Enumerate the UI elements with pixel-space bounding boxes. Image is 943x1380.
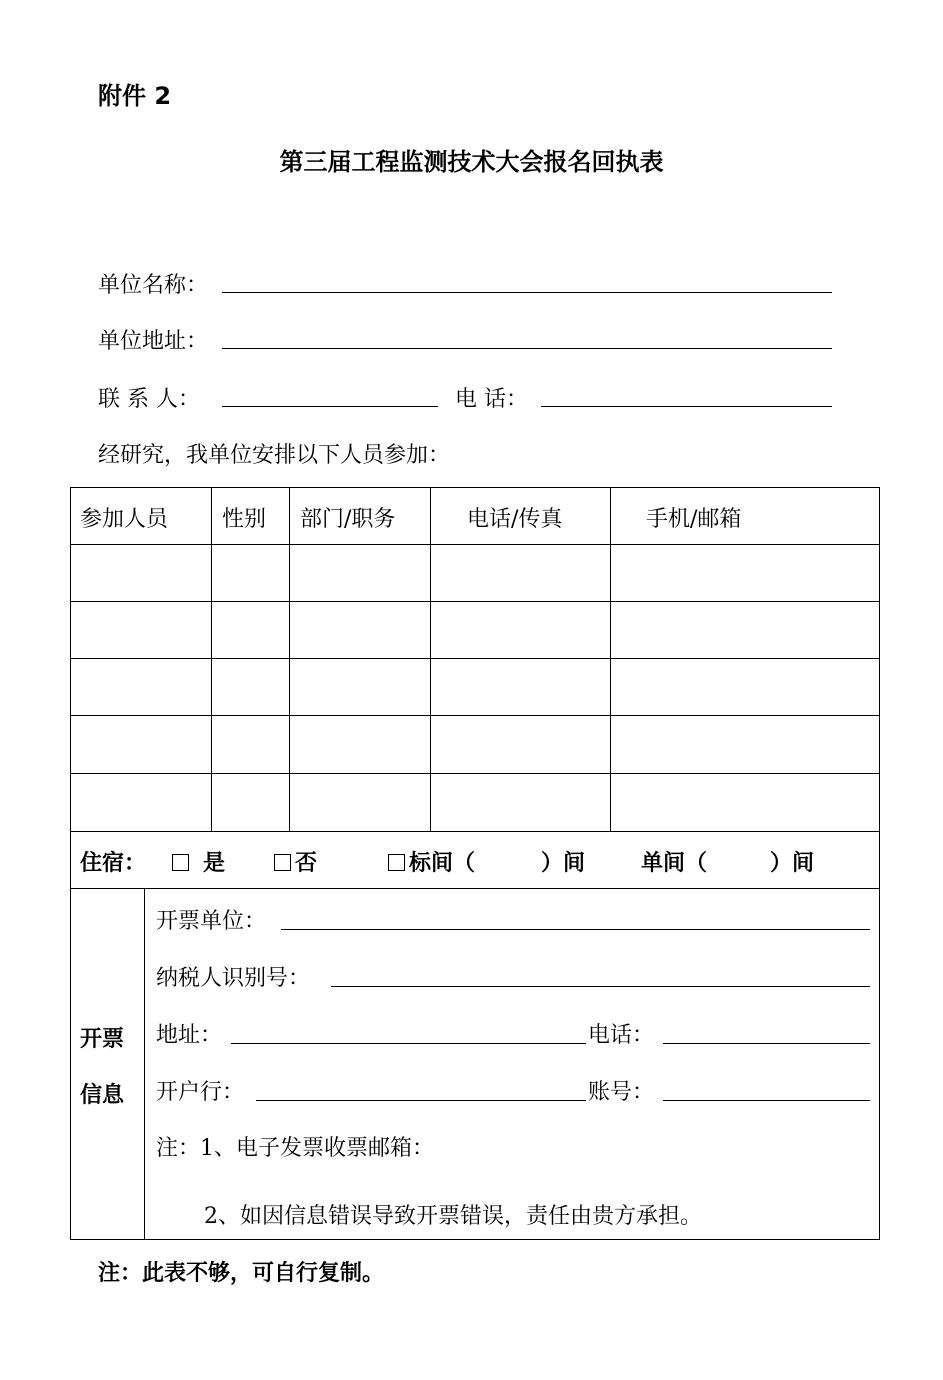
lodging-standard-unit: ）间 bbox=[541, 851, 586, 876]
invoice-address-label: 地址： bbox=[156, 1023, 223, 1048]
account-line[interactable] bbox=[663, 1100, 870, 1101]
invoice-unit-label: 开票单位： bbox=[156, 909, 267, 934]
lodging-yes-option[interactable] bbox=[172, 846, 225, 877]
table-row[interactable] bbox=[72, 603, 878, 657]
table-border-top bbox=[70, 487, 880, 488]
phone-label: 电 话： bbox=[455, 387, 528, 412]
invoice-note-1: 注：1、电子发票收票邮箱： bbox=[156, 1136, 434, 1161]
bank-line[interactable] bbox=[256, 1100, 586, 1101]
unit-name-label: 单位名称： bbox=[98, 273, 209, 298]
invoice-side-label: 开票 bbox=[80, 1027, 125, 1052]
table-row[interactable] bbox=[72, 775, 878, 830]
lodging-yes-label: 是 bbox=[203, 851, 226, 876]
row-divider bbox=[70, 773, 880, 774]
invoice-phone-line[interactable] bbox=[663, 1043, 870, 1044]
table-border-right bbox=[879, 487, 880, 1239]
invoice-phone-label: 电话： bbox=[588, 1023, 655, 1048]
unit-address-label: 单位地址： bbox=[98, 329, 209, 354]
contact-label: 联 系 人： bbox=[98, 387, 200, 412]
header-department: 部门/职务 bbox=[300, 507, 396, 532]
header-phone-fax: 电话/传真 bbox=[467, 507, 563, 532]
unit-address-line[interactable] bbox=[222, 348, 832, 349]
invoice-col-divider bbox=[144, 888, 145, 1239]
lodging-no-option[interactable] bbox=[274, 846, 317, 877]
invoice-note-2: 2、如因信息错误导致开票错误，责任由贵方承担。 bbox=[204, 1204, 702, 1229]
form-title: 第三届工程监测技术大会报名回执表 bbox=[279, 148, 664, 176]
footer-note: 注：此表不够，可自行复制。 bbox=[98, 1261, 385, 1286]
checkbox-icon[interactable] bbox=[274, 854, 291, 871]
lodging-standard-label: 标间（ bbox=[409, 851, 476, 876]
unit-name-line[interactable] bbox=[222, 292, 832, 293]
row-divider bbox=[70, 544, 880, 545]
lodging-single-unit: ）间 bbox=[770, 851, 815, 876]
table-border-left bbox=[70, 487, 71, 1239]
row-divider bbox=[70, 888, 880, 889]
header-mobile-email: 手机/邮箱 bbox=[646, 507, 742, 532]
row-divider bbox=[70, 658, 880, 659]
phone-line[interactable] bbox=[541, 406, 832, 407]
intro-text: 经研究，我单位安排以下人员参加： bbox=[98, 443, 451, 468]
checkbox-icon[interactable] bbox=[172, 854, 189, 871]
table-border-bottom bbox=[70, 1239, 880, 1240]
checkbox-icon[interactable] bbox=[388, 854, 405, 871]
table-row[interactable] bbox=[72, 717, 878, 772]
table-row[interactable] bbox=[72, 546, 878, 600]
invoice-address-line[interactable] bbox=[231, 1043, 586, 1044]
lodging-single-label: 单间（ bbox=[641, 851, 708, 876]
invoice-side-label: 信息 bbox=[80, 1083, 125, 1108]
lodging-label: 住宿： bbox=[80, 851, 147, 876]
contact-line[interactable] bbox=[222, 406, 438, 407]
bank-label: 开户行： bbox=[156, 1080, 245, 1105]
lodging-no-label: 否 bbox=[295, 851, 318, 876]
header-gender: 性别 bbox=[222, 507, 267, 532]
row-divider bbox=[70, 601, 880, 602]
row-divider bbox=[70, 831, 880, 832]
tax-id-line[interactable] bbox=[331, 986, 870, 987]
account-label: 账号： bbox=[588, 1080, 655, 1105]
lodging-standard-option[interactable] bbox=[388, 846, 475, 877]
header-participant: 参加人员 bbox=[80, 507, 169, 532]
tax-id-label: 纳税人识别号： bbox=[156, 966, 311, 991]
attachment-label: 附件 2 bbox=[98, 82, 172, 110]
invoice-unit-line[interactable] bbox=[281, 929, 870, 930]
table-row[interactable] bbox=[72, 660, 878, 714]
row-divider bbox=[70, 715, 880, 716]
